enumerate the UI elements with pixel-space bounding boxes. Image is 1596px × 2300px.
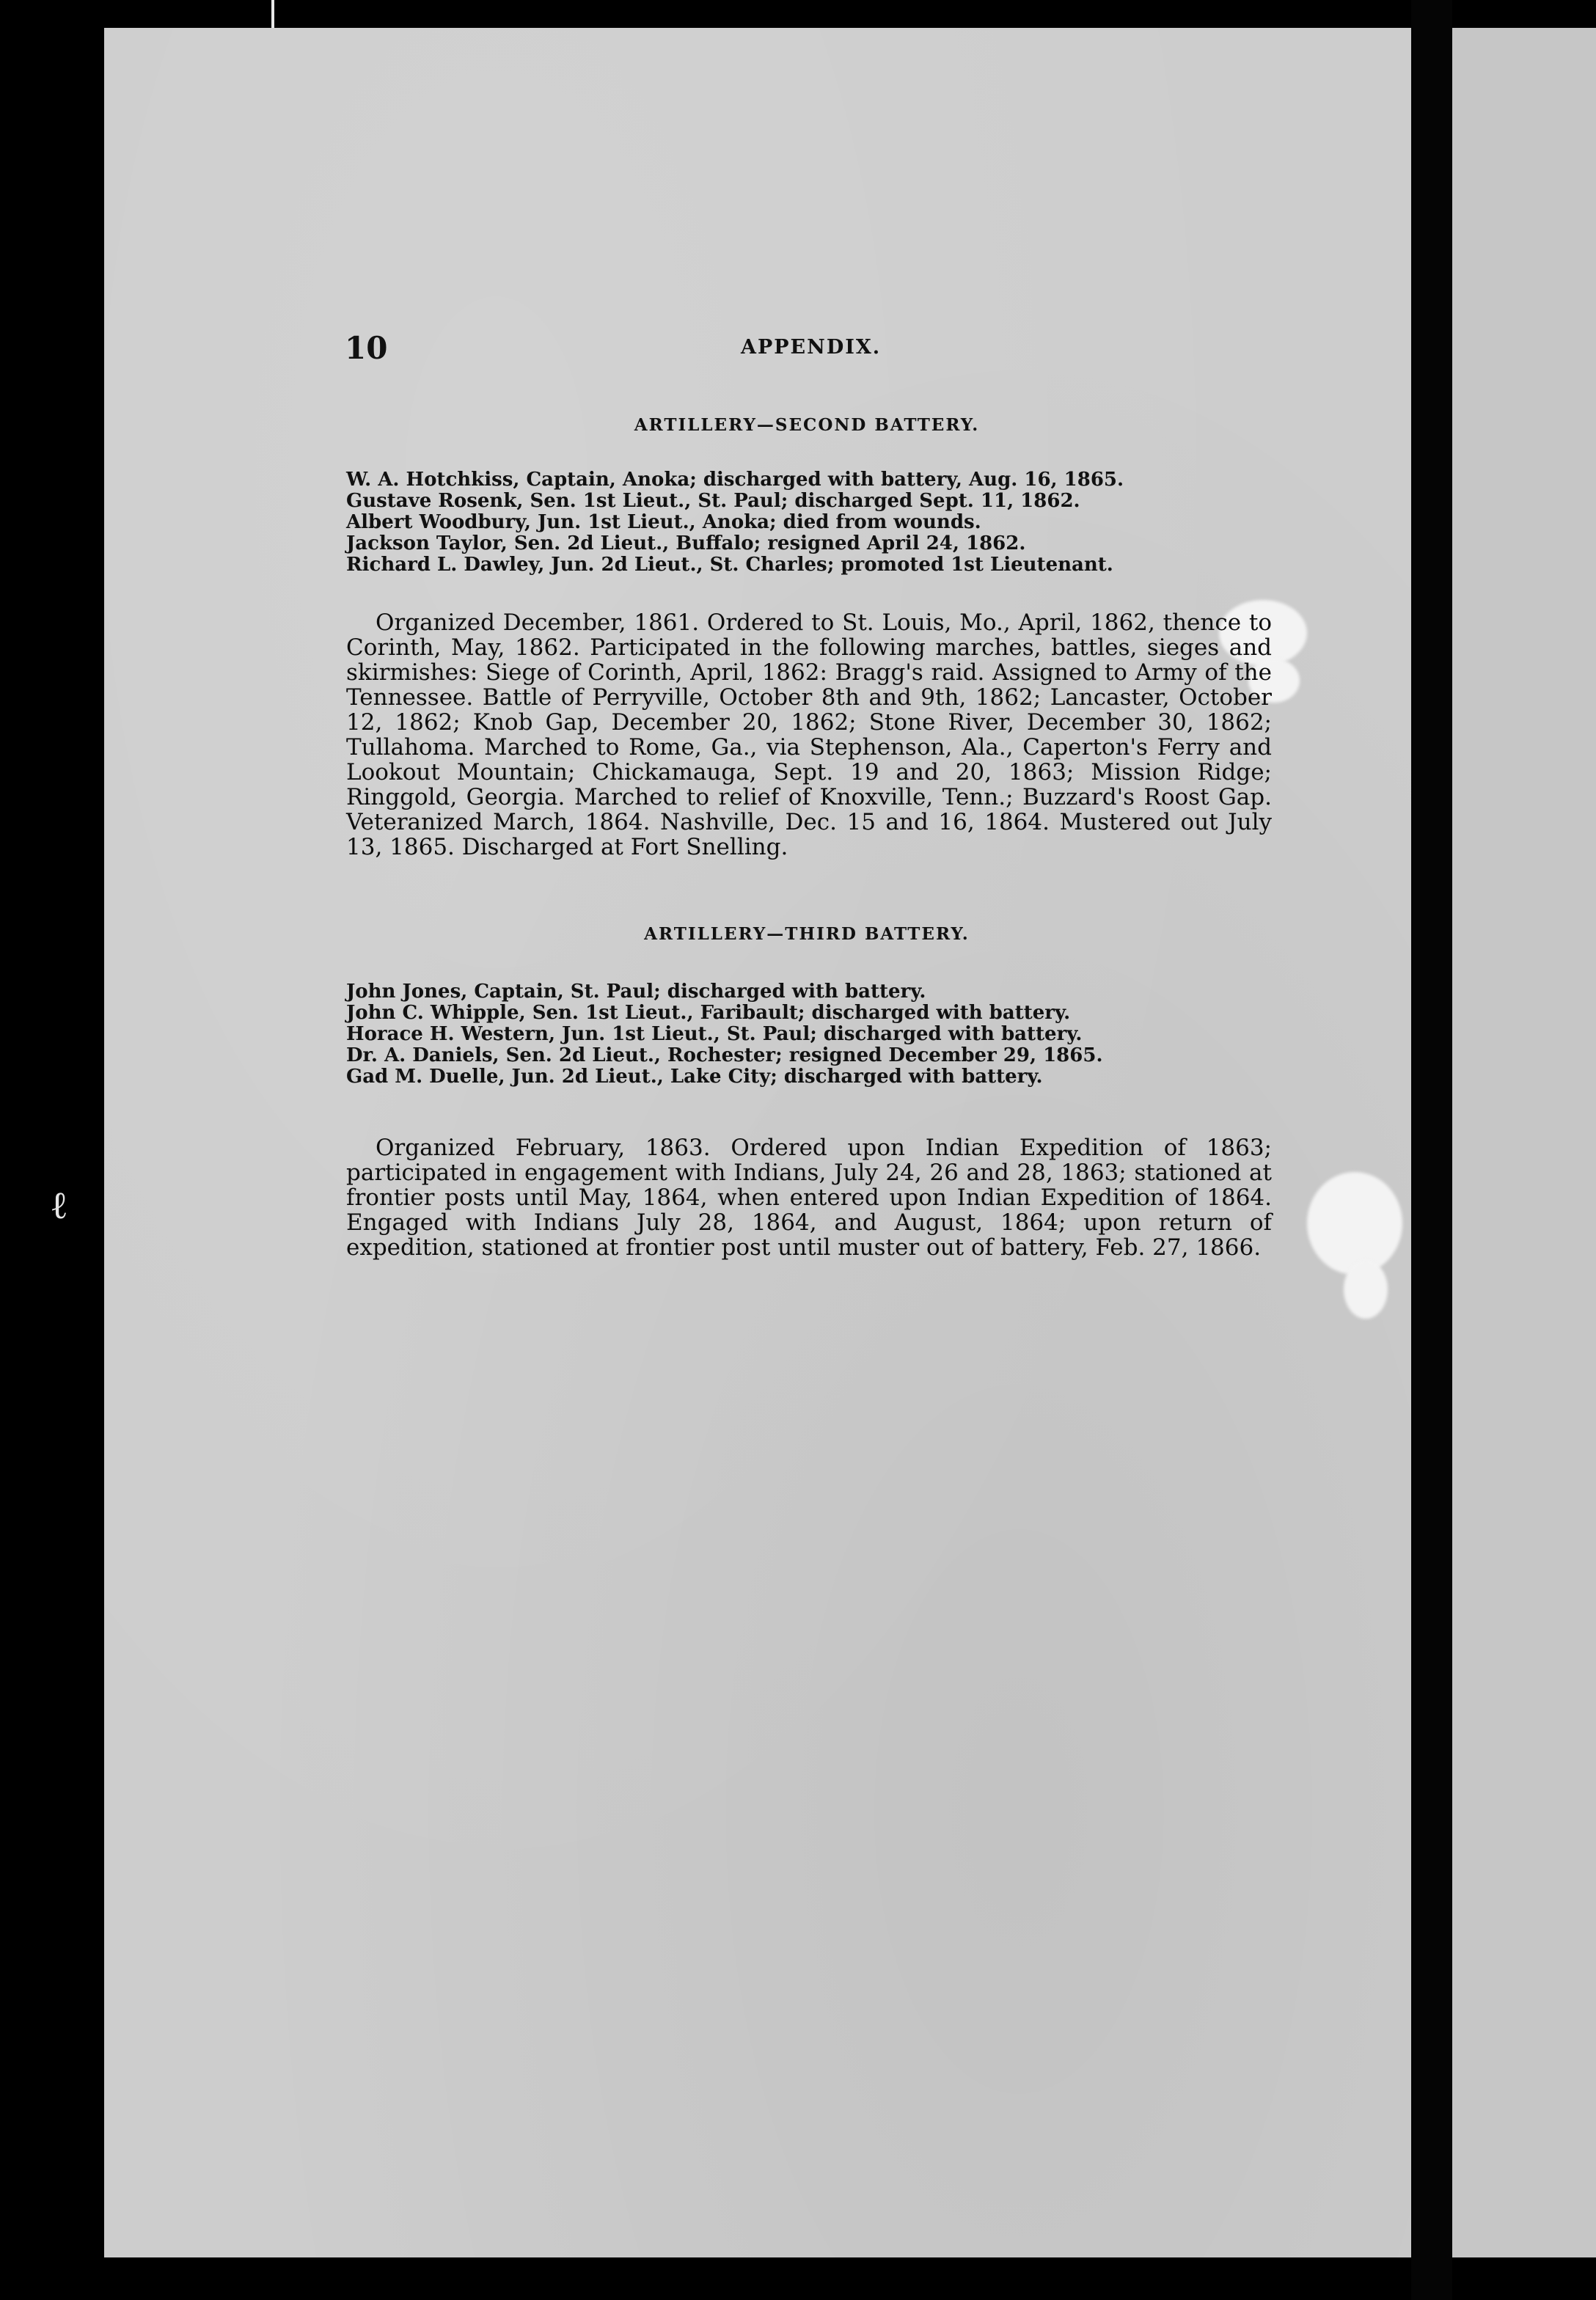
page-number: 10 [345,330,388,366]
officer-entry: Jackson Taylor, Sen. 2d Lieut., Buffalo; resigned April 24, 1862. [346,532,1026,554]
margin-scribble: ℓ [50,1184,68,1228]
officer-entry: Albert Woodbury, Jun. 1st Lieut., Anoka; died from wounds. [346,511,981,533]
officer-entry: Horace H. Western, Jun. 1st Lieut., St. Paul; discharged with battery. [346,1023,1083,1045]
third-battery-history: Organized February, 1863. Ordered upon Indian Expedition of 1863; participated in engagement with Indians, July 24, 26 and 28, 1863; stationed at frontier posts until May, 1864, when entered upon Indian Expedition of 1864. Engaged with Indians July 28, 1864, and August, 1864; upon return of expedition, stationed at frontier post until muster out of battery, Feb. 27, 1866. [346,1135,1272,1261]
officer-entry: John C. Whipple, Sen. 1st Lieut., Faribault; discharged with battery. [346,1002,1071,1024]
second-battery-heading: ARTILLERY—SECOND BATTERY. [634,415,980,435]
officer-entry: Gad M. Duelle, Jun. 2d Lieut., Lake City; discharged with battery. [346,1066,1043,1088]
officer-entry: John Jones, Captain, St. Paul; discharged with battery. [346,981,926,1003]
third-battery-heading: ARTILLERY—THIRD BATTERY. [644,924,970,944]
paper-stain [1344,1260,1388,1319]
officer-entry: Gustave Rosenk, Sen. 1st Lieut., St. Paul; discharged Sept. 11, 1862. [346,490,1080,512]
officer-entry: W. A. Hotchkiss, Captain, Anoka; discharged with battery, Aug. 16, 1865. [346,469,1124,491]
next-page-edge [1452,28,1596,2257]
officer-entry: Richard L. Dawley, Jun. 2d Lieut., St. Charles; promoted 1st Lieutenant. [346,554,1113,576]
page-header [345,330,1262,374]
second-battery-history: Organized December, 1861. Ordered to St. Louis, Mo., April, 1862, thence to Corinth, May, 1862. Participated in the following marches, battles, sieges and skirmishes: Siege of Corinth, April, 1862: Bragg's raid. Assigned to Army of the Tennessee. Battle of Perryville, October 8th and 9th, 1862; Lancaster, October 12, 1862; Knob Gap, December 20, 1862; Stone River, December 30, 1862; Tullahoma. Marched to Rome, Ga., via Stephenson, Ala., Caperton's Ferry and Lookout Mountain; Chickamauga, Sept. 19 and 20, 1863; Mission Ridge; Ringgold, Georgia. Marched to relief of Knoxville, Tenn.; Buzzard's Roost Gap. Veteranized March, 1864. Nashville, Dec. 15 and 16, 1864. Mustered out July 13, 1865. Discharged at Fort Snelling. [346,609,1272,860]
paper-stain [1307,1172,1402,1275]
page-gutter [1411,0,1452,2300]
running-head: APPENDIX. [741,336,882,359]
third-battery-officer-list [346,981,1285,1088]
second-battery-officer-list [346,469,1285,576]
officer-entry: Dr. A. Daniels, Sen. 2d Lieut., Rochester; resigned December 29, 1865. [346,1044,1103,1066]
